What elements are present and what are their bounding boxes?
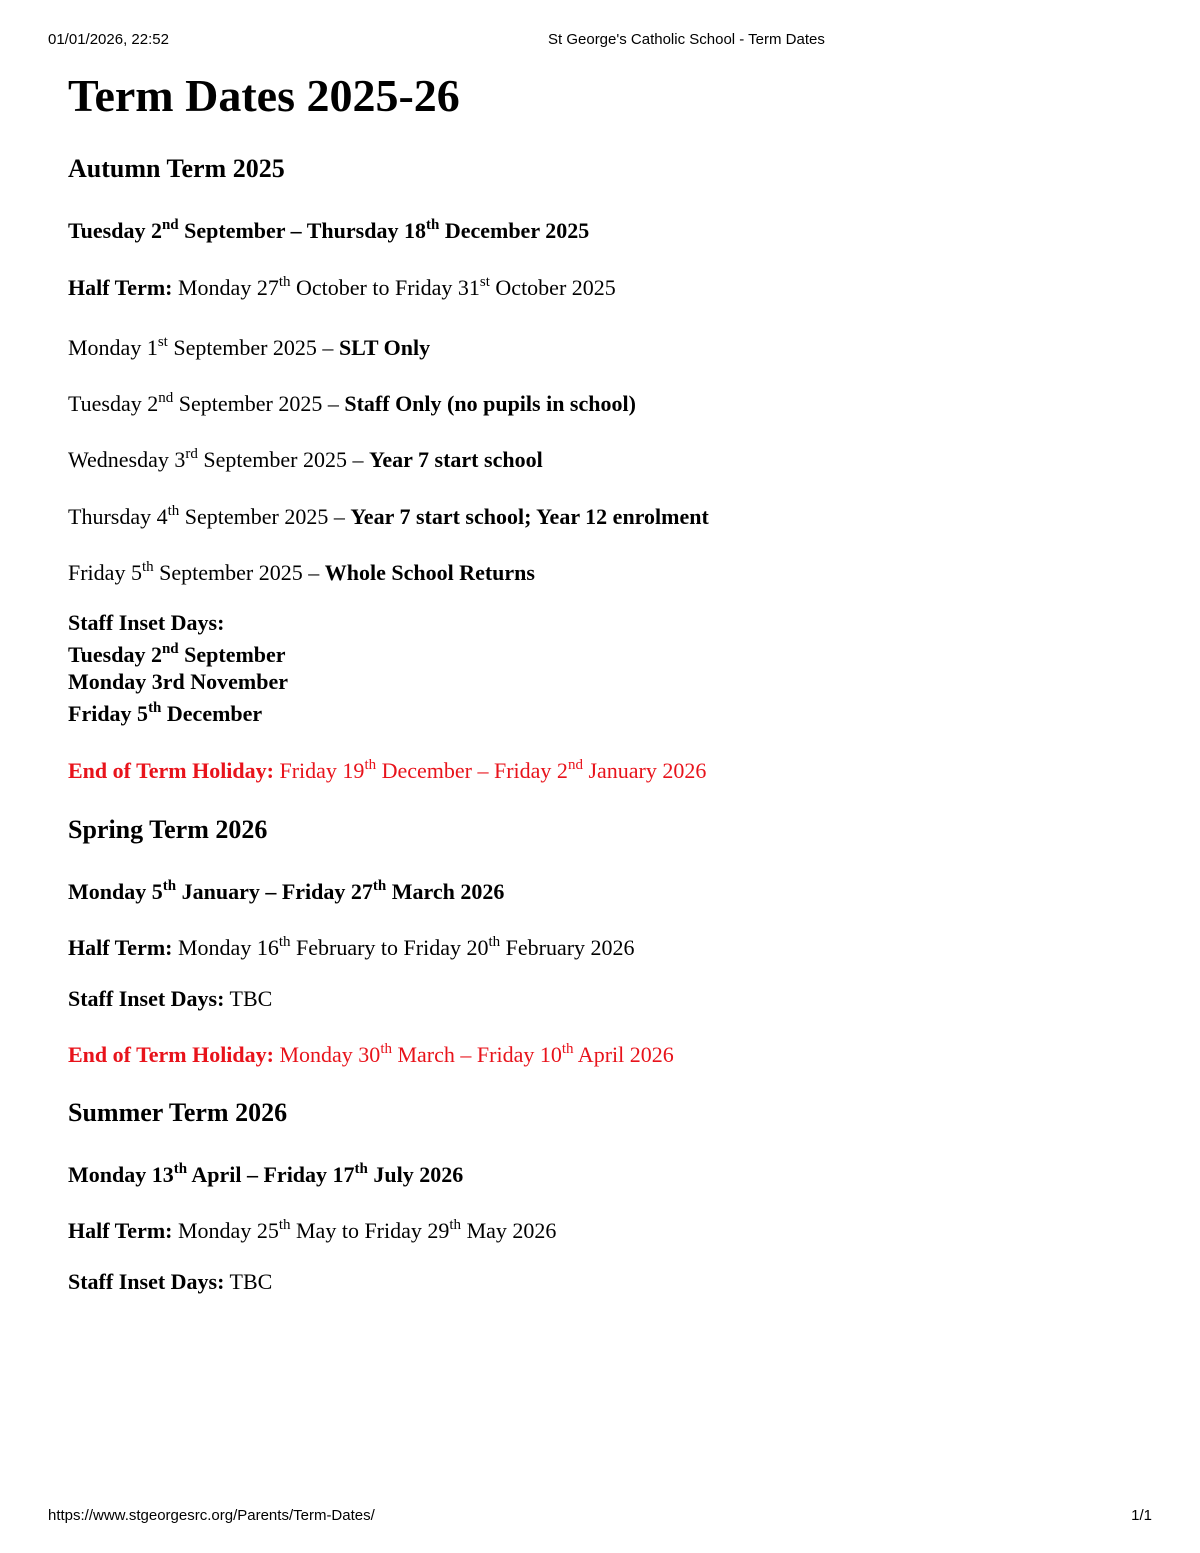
- spring-term-heading: Spring Term 2026: [68, 815, 268, 844]
- autumn-half-term: Half Term: Monday 27th October to Friday 31st October 2025: [68, 274, 616, 300]
- spring-inset-days: Staff Inset Days: TBC: [68, 986, 273, 1011]
- print-footer-url: https://www.stgeorgesrc.org/Parents/Term-Dates/: [48, 1507, 375, 1524]
- autumn-holiday: End of Term Holiday: Friday 19th December – Friday 2nd January 2026: [68, 757, 707, 783]
- print-header-title: St George's Catholic School - Term Dates: [548, 31, 825, 48]
- spring-holiday: End of Term Holiday: Monday 30th March – Friday 10th April 2026: [68, 1041, 674, 1067]
- autumn-event-slt: Monday 1st September 2025 – SLT Only: [68, 334, 431, 360]
- spring-term-range: Monday 5th January – Friday 27th March 2026: [68, 878, 505, 904]
- summer-term-heading: Summer Term 2026: [68, 1098, 288, 1127]
- autumn-event-staff-only: Tuesday 2nd September 2025 – Staff Only (no pupils in school): [68, 390, 636, 416]
- inset-day: Monday 3rd November: [68, 669, 288, 694]
- autumn-term-heading: Autumn Term 2025: [68, 154, 285, 183]
- autumn-inset-days: [68, 608, 288, 729]
- autumn-term-range: Tuesday 2nd September – Thursday 18th December 2025: [68, 217, 590, 243]
- print-header-datetime: 01/01/2026, 22:52: [48, 31, 169, 48]
- inset-days-label: Staff Inset Days:: [68, 610, 225, 635]
- inset-day: Friday 5th December: [68, 700, 263, 726]
- summer-half-term: Half Term: Monday 25th May to Friday 29th May 2026: [68, 1217, 557, 1243]
- spring-half-term: Half Term: Monday 16th February to Friday 20th February 2026: [68, 934, 635, 960]
- autumn-event-whole-school: Friday 5th September 2025 – Whole School Returns: [68, 559, 535, 585]
- autumn-event-year7-year12: Thursday 4th September 2025 – Year 7 start school; Year 12 enrolment: [68, 503, 709, 529]
- page-title: Term Dates 2025-26: [68, 70, 460, 121]
- print-footer-page-number: 1/1: [1131, 1507, 1152, 1524]
- summer-term-range: Monday 13th April – Friday 17th July 2026: [68, 1161, 464, 1187]
- autumn-event-year7: Wednesday 3rd September 2025 – Year 7 start school: [68, 446, 543, 472]
- summer-inset-days: Staff Inset Days: TBC: [68, 1269, 273, 1294]
- inset-day: Tuesday 2nd September: [68, 641, 286, 667]
